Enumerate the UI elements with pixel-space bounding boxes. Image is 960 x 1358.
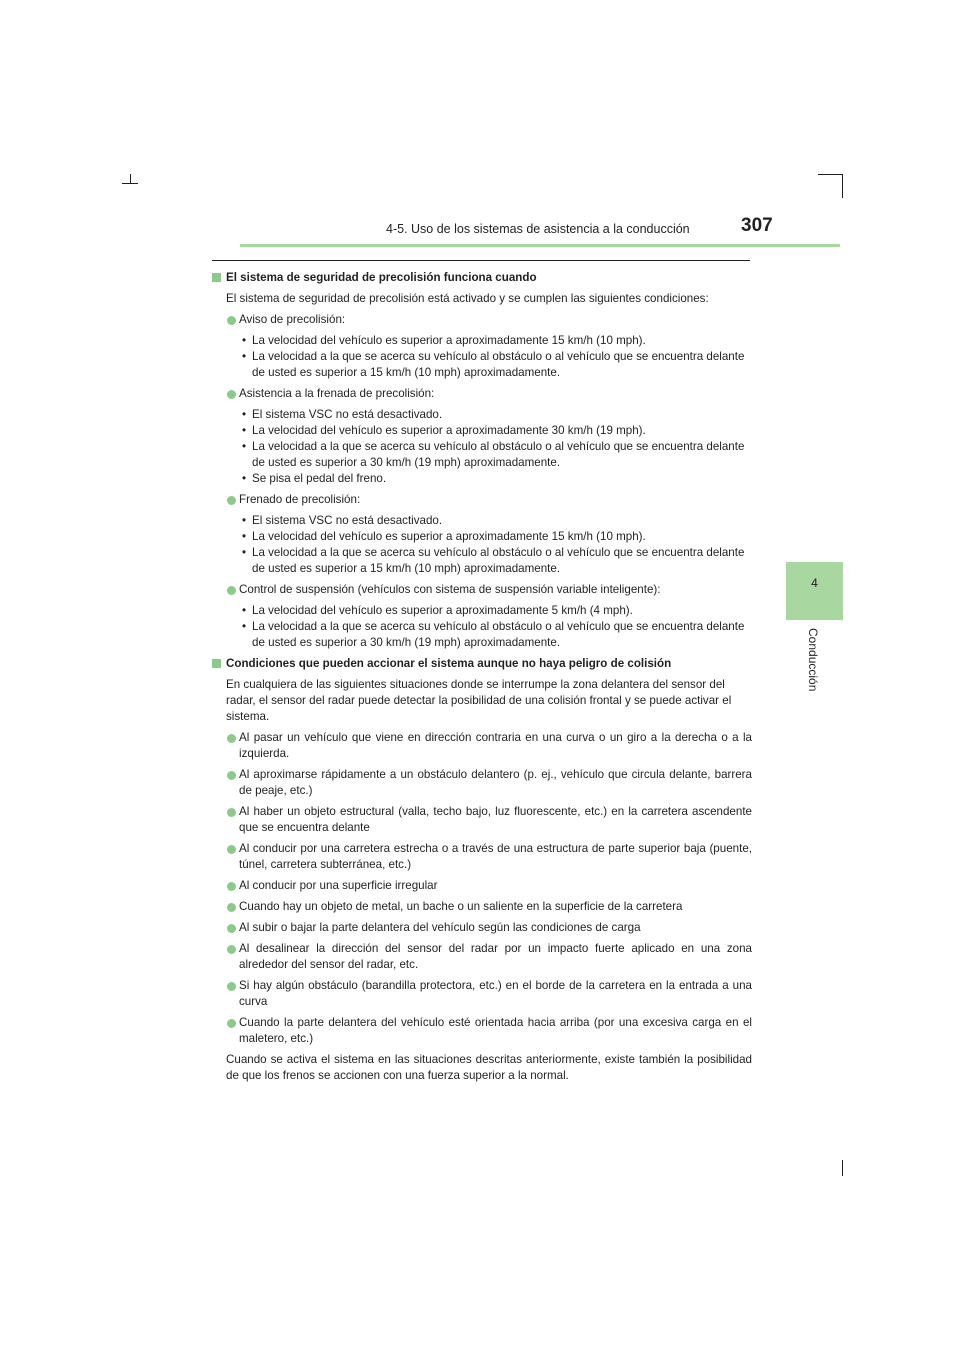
round-bullet-icon [227, 586, 236, 595]
section-heading: El sistema de seguridad de precolisión funciona cuando [212, 270, 752, 286]
sub-item: • La velocidad a la que se acerca su vehículo al obstáculo o al vehículo que se encuentra delante de usted es superior a 30 km/h (19 mph) aproximadamente. [242, 440, 745, 469]
page-number: 307 [741, 215, 773, 236]
list-item: Al pasar un vehículo que viene en dirección contraria en una curva o un giro a la derecha o a la izquierda. [212, 730, 752, 762]
sub-item: • La velocidad del vehículo es superior a aproximadamente 15 km/h (10 mph). [242, 334, 646, 347]
closing-paragraph: Cuando se activa el sistema en las situaciones descritas anteriormente, existe también la posibilidad de que los frenos se accionen con una fuerza superior a la normal. [226, 1053, 752, 1082]
round-bullet-icon [227, 808, 236, 817]
section-intro: El sistema de seguridad de precolisión está activado y se cumplen las siguientes condiciones: [226, 292, 709, 305]
round-bullet-icon [227, 924, 236, 933]
round-bullet-icon [227, 771, 236, 780]
list-item: Al aproximarse rápidamente a un obstáculo delantero (p. ej., vehículo que circula delante, barrera de peaje, etc.) [212, 767, 752, 799]
list-item: Al haber un objeto estructural (valla, techo bajo, luz fluorescente, etc.) en la carretera ascendente que se encuentra delante [212, 804, 752, 836]
content-rule [212, 260, 750, 261]
round-bullet-icon [227, 845, 236, 854]
list-item: Al desalinear la dirección del sensor del radar por un impacto fuerte aplicado en una zona alrededor del sensor del radar, etc. [212, 941, 752, 973]
list-item: Al conducir por una superficie irregular [212, 878, 752, 894]
sub-item: • Se pisa el pedal del freno. [242, 472, 387, 485]
sub-item: • La velocidad a la que se acerca su vehículo al obstáculo o al vehículo que se encuentra delante de usted es superior a 15 km/h (10 mph) aproximadamente. [242, 546, 745, 575]
round-bullet-icon [227, 945, 236, 954]
list-item: Cuando la parte delantera del vehículo esté orientada hacia arriba (por una excesiva carga en el maletero, etc.) [212, 1015, 752, 1047]
crop-mark [842, 174, 843, 198]
round-bullet-icon [227, 316, 236, 325]
square-bullet-icon [212, 659, 221, 668]
chapter-tab [786, 562, 843, 620]
sub-list [212, 513, 752, 577]
round-bullet-icon [227, 903, 236, 912]
square-bullet-icon [212, 273, 221, 282]
sub-list [212, 333, 752, 381]
list-item: Aviso de precolisión: [212, 312, 752, 328]
sub-item: • El sistema VSC no está desactivado. [242, 514, 443, 527]
page-body [212, 270, 752, 1089]
chapter-number: 4 [811, 576, 818, 590]
section-title: 4-5. Uso de los sistemas de asistencia a la conducción [386, 222, 690, 236]
chapter-label: Conducción [806, 628, 820, 692]
list-item: Si hay algún obstáculo (barandilla protectora, etc.) en el borde de la carretera en la entrada a una curva [212, 978, 752, 1010]
section-intro: En cualquiera de las siguientes situaciones donde se interrumpe la zona delantera del sensor del radar, el sensor del radar puede detectar la posibilidad de una colisión frontal y se puede activar el sistema. [226, 678, 732, 723]
sub-item: • La velocidad del vehículo es superior a aproximadamente 5 km/h (4 mph). [242, 604, 633, 617]
round-bullet-icon [227, 982, 236, 991]
round-bullet-icon [227, 734, 236, 743]
sub-item: • La velocidad a la que se acerca su vehículo al obstáculo o al vehículo que se encuentra delante de usted es superior a 15 km/h (10 mph) aproximadamente. [242, 350, 745, 379]
list-item: Control de suspensión (vehículos con sistema de suspensión variable inteligente): [212, 582, 752, 598]
sub-list [212, 407, 752, 487]
list-item: Al conducir por una carretera estrecha o a través de una estructura de parte superior baja (puente, túnel, carretera subterránea, etc.) [212, 841, 752, 873]
crop-mark [122, 183, 138, 184]
section-heading: Condiciones que pueden accionar el sistema aunque no haya peligro de colisión [212, 656, 752, 672]
sub-item: • La velocidad del vehículo es superior a aproximadamente 15 km/h (10 mph). [242, 530, 646, 543]
list-item: Asistencia a la frenada de precolisión: [212, 386, 752, 402]
header-divider [240, 244, 840, 247]
crop-mark [842, 1160, 843, 1176]
sub-item: • El sistema VSC no está desactivado. [242, 408, 443, 421]
sub-item: • La velocidad a la que se acerca su vehículo al obstáculo o al vehículo que se encuentra delante de usted es superior a 30 km/h (19 mph) aproximadamente. [242, 620, 745, 649]
list-item: Cuando hay un objeto de metal, un bache o un saliente en la superficie de la carretera [212, 899, 752, 915]
round-bullet-icon [227, 390, 236, 399]
round-bullet-icon [227, 496, 236, 505]
round-bullet-icon [227, 1019, 236, 1028]
list-item: Frenado de precolisión: [212, 492, 752, 508]
sub-list [212, 603, 752, 651]
crop-mark [818, 174, 842, 175]
list-item: Al subir o bajar la parte delantera del vehículo según las condiciones de carga [212, 920, 752, 936]
sub-item: • La velocidad del vehículo es superior a aproximadamente 30 km/h (19 mph). [242, 424, 646, 437]
round-bullet-icon [227, 882, 236, 891]
